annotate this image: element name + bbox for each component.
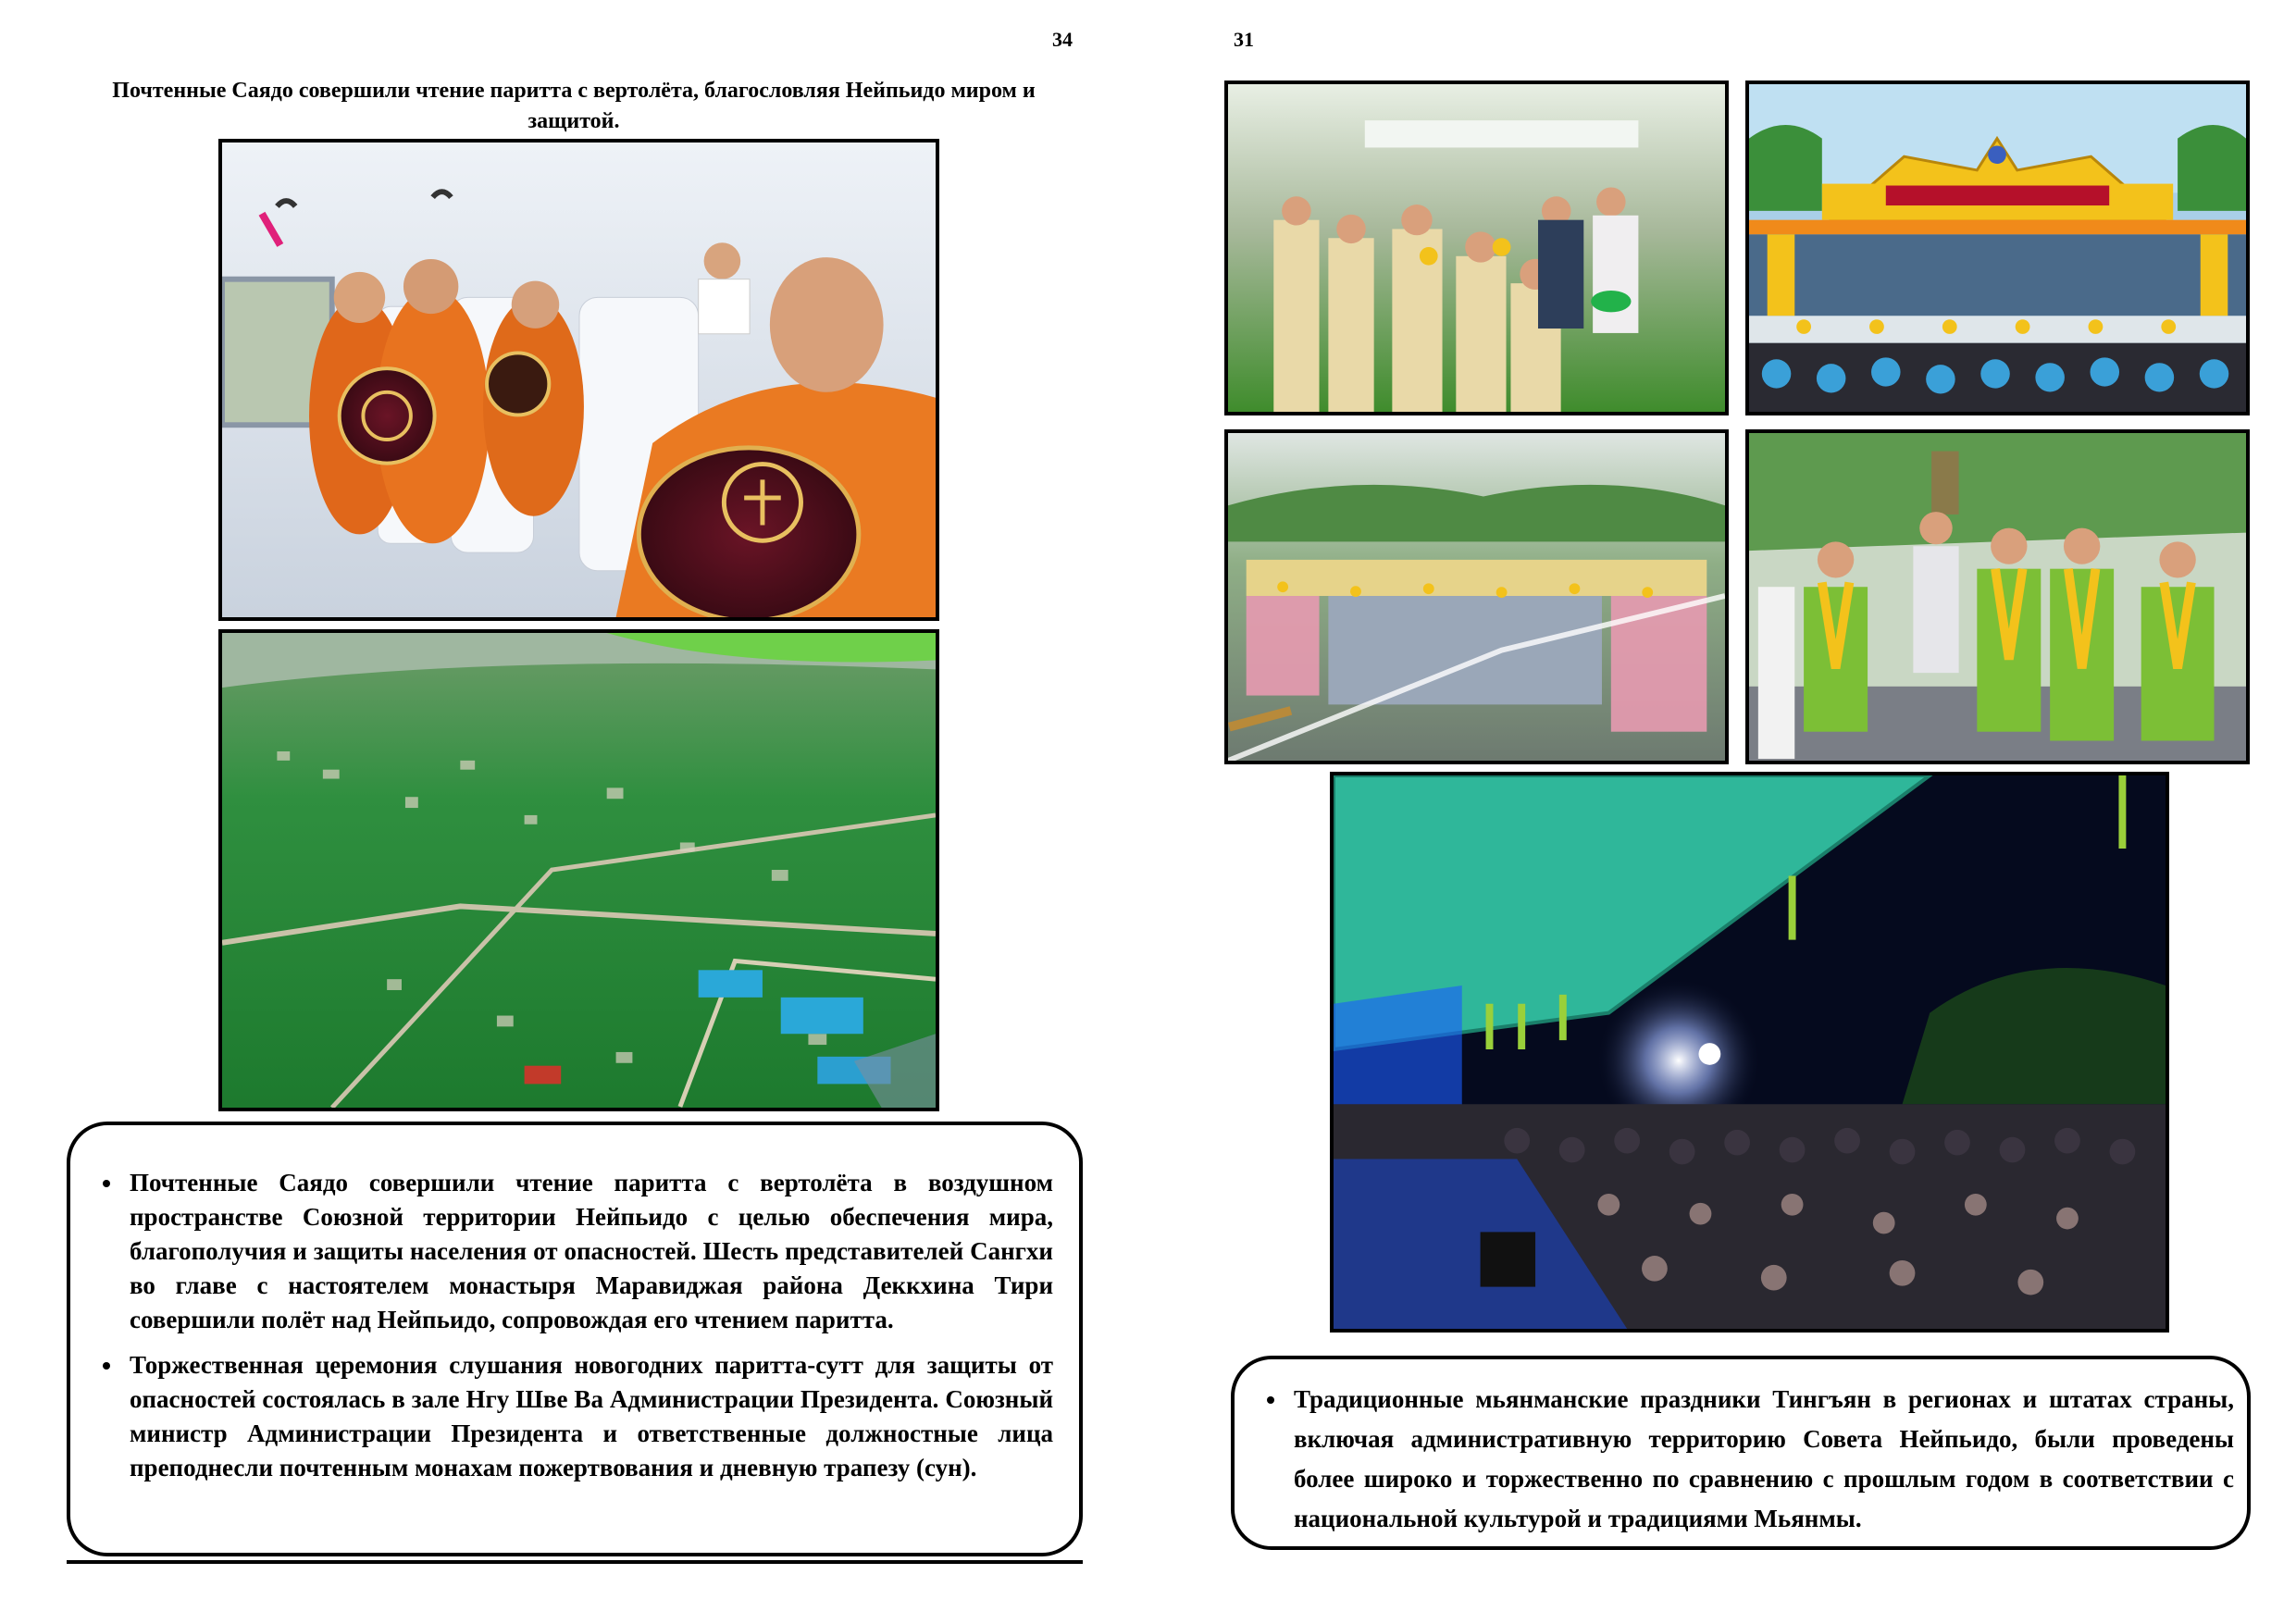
page-number-right: 31 — [1234, 28, 1254, 51]
left-text-box — [67, 1122, 1083, 1556]
photo-street-water-festival — [1224, 429, 1729, 764]
page-number-left: 34 — [1052, 28, 1073, 51]
bullet-item: • Почтенные Саядо совершили чтение паритта с вертолёта в воздушном пространстве Союзной территории Нейпьидо с целью обеспечения мира, благополучия и защиты населения от опасностей. Шесть представителей Сангхи во главе с настоятелем монастыря Маравиджая района Деккхина Тири совершили полёт над Нейпьидо, сопровождая его чтением паритта. — [124, 1166, 1053, 1337]
right-text-box — [1231, 1356, 2251, 1550]
right-bullet-list — [1235, 1380, 2234, 1539]
photo-dancers-with-garlands — [1745, 429, 2250, 764]
bullet-item: • Традиционные мьянманские праздники Тингъян в регионах и штатах страны, включая административную территорию Совета Нейпьидо, были проведены более широко и торжественно по сравнению с прошлым годом в соответствии с национальной культурой и традициями Мьянмы. — [1288, 1380, 2234, 1539]
photo-thingyan-pavilion — [1745, 81, 2250, 415]
photo-caption: Почтенные Саядо совершили чтение паритта с вертолёта, благословляя Нейпьидо миром и защитой. — [112, 79, 1036, 133]
bottom-rule — [67, 1560, 1083, 1564]
photo-monks-in-helicopter — [218, 139, 939, 621]
photo-aerial-view-naypyidaw — [218, 629, 939, 1111]
bullet-item: • Торжественная церемония слушания новогодних паритта-сутт для защиты от опасностей состоялась в зале Нгу Шве Ва Администрации Президента. Союзный министр Администрации Президента и ответственные должностные лица преподнесли почтенным монахам пожертвования и дневную трапезу (сун). — [124, 1348, 1053, 1485]
photo-night-concert-crowd — [1330, 772, 2169, 1333]
photo-water-festival-greeting — [1224, 81, 1729, 415]
left-bullet-list — [70, 1166, 1053, 1485]
